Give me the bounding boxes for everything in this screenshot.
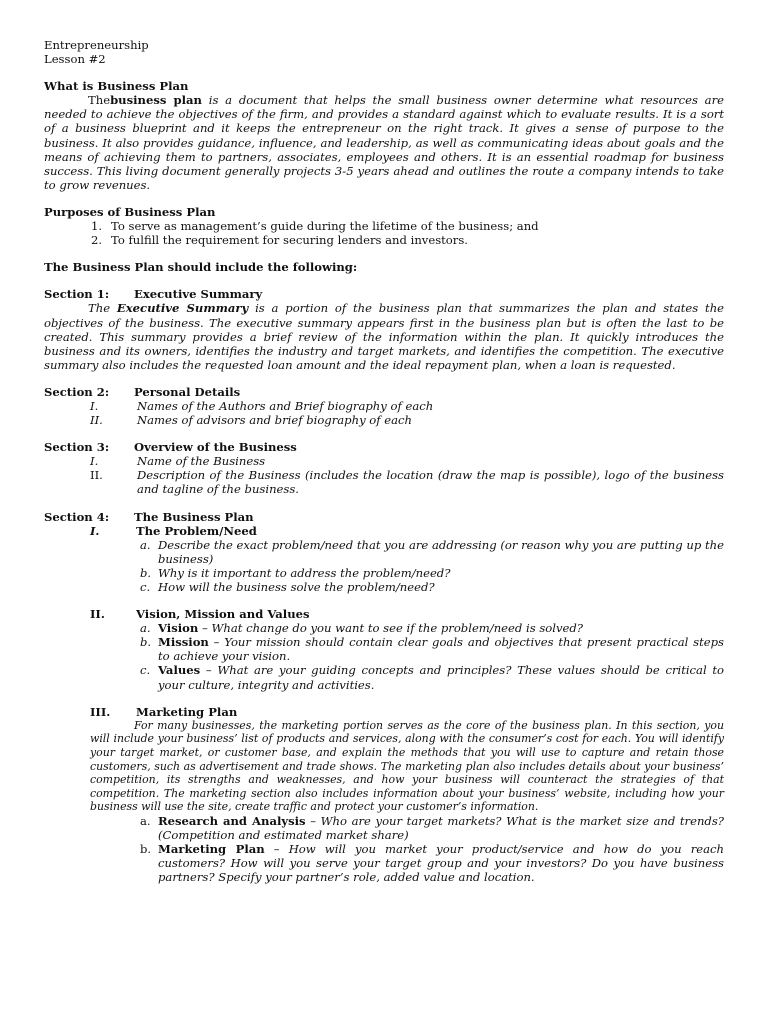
section1-title: Executive Summary bbox=[134, 287, 263, 302]
problem-title: The Problem/Need bbox=[136, 523, 257, 538]
what-is-paragraph bbox=[44, 93, 724, 192]
section3-label: Section 3: bbox=[44, 440, 110, 455]
roman-number: I. bbox=[90, 523, 100, 538]
list-item bbox=[140, 621, 724, 635]
purposes-heading: Purposes of Business Plan bbox=[44, 204, 216, 219]
item-term: Values bbox=[158, 663, 201, 678]
list-text: Why is it important to address the problem/need? bbox=[158, 565, 451, 580]
marketing-heading bbox=[90, 705, 724, 719]
list-letter: b. bbox=[140, 842, 152, 857]
section1-term: Executive Summary bbox=[116, 301, 249, 316]
section1-lead: The bbox=[88, 301, 111, 316]
vision-list bbox=[44, 621, 724, 691]
list-item bbox=[90, 413, 724, 427]
list-item bbox=[91, 219, 724, 233]
list-letter: a. bbox=[140, 621, 151, 636]
list-text: Names of advisors and brief biography of each bbox=[137, 413, 412, 428]
section3-heading bbox=[44, 440, 724, 454]
list-number: II. bbox=[90, 413, 103, 428]
vision-title: Vision, Mission and Values bbox=[136, 607, 310, 622]
section4-label: Section 4: bbox=[44, 509, 110, 524]
list-item bbox=[140, 663, 724, 691]
list-text: To serve as management’s guide during the lifetime of the business; and bbox=[111, 219, 539, 234]
list-text: How will the business solve the problem/need? bbox=[158, 580, 435, 594]
list-letter: c. bbox=[140, 580, 151, 594]
item-text: – Who are your target markets? What is the market size and trends? (Competition and estimated market share) bbox=[158, 813, 724, 842]
vision-heading bbox=[90, 607, 724, 621]
list-letter: a. bbox=[140, 537, 151, 552]
what-is-term: business plan bbox=[110, 93, 202, 108]
section2-heading bbox=[44, 385, 724, 399]
roman-number: II. bbox=[90, 607, 105, 622]
section1-paragraph bbox=[44, 301, 724, 371]
item-term: Research and Analysis bbox=[158, 813, 306, 828]
item-text: – What change do you want to see if the problem/need is solved? bbox=[198, 621, 584, 636]
what-is-heading: What is Business Plan bbox=[44, 79, 189, 94]
list-text: Description of the Business (includes the location (draw the map is possible), logo of the business and tagline of the business. bbox=[137, 468, 724, 497]
list-item bbox=[140, 566, 724, 580]
list-letter: b. bbox=[140, 565, 152, 580]
list-item bbox=[91, 233, 724, 247]
marketing-block bbox=[44, 705, 724, 719]
purposes-list bbox=[44, 219, 724, 247]
include-heading: The Business Plan should include the following: bbox=[44, 260, 358, 275]
list-text: Name of the Business bbox=[137, 454, 266, 469]
section1-heading bbox=[44, 287, 724, 301]
list-number: II. bbox=[90, 468, 103, 483]
item-term: Vision bbox=[158, 621, 199, 636]
section1-body: is a portion of the business plan that summarizes the plan and states the objectives of the business. The executive summary appears first in the business plan but is often the last to be created. This summary provides a brief review of the information within the plan. It quickly introduces the business and its owners, identifies the industry and target markets, and identifies the competition. The executive summary also includes the requested loan amount and the ideal repayment plan, when a loan is requested. bbox=[44, 301, 725, 372]
list-item bbox=[140, 538, 724, 566]
list-item bbox=[140, 635, 724, 663]
item-term: Marketing Plan bbox=[158, 842, 265, 857]
item-text: – Your mission should contain clear goals and objectives that present practical steps to achieve your vision. bbox=[158, 635, 724, 664]
list-item bbox=[140, 580, 724, 594]
list-letter: a. bbox=[140, 813, 151, 828]
section1-label: Section 1: bbox=[44, 287, 110, 302]
marketing-list bbox=[44, 814, 724, 884]
section4-title: The Business Plan bbox=[134, 509, 254, 524]
item-text: – How will you market your product/service and how do you reach customers? How will you serve your target group and your investors? Do you have business partners? Specify your partner’s role, added value and location. bbox=[158, 842, 725, 885]
list-number: 1. bbox=[91, 219, 103, 234]
list-text: Describe the exact problem/need that you are addressing (or reason why you are putting up the business) bbox=[158, 537, 724, 566]
roman-number: III. bbox=[90, 704, 111, 719]
section3-title: Overview of the Business bbox=[134, 440, 297, 455]
document-page bbox=[44, 38, 724, 884]
list-item bbox=[90, 454, 724, 468]
item-text: – What are your guiding concepts and principles? These values should be critical to your culture, integrity and activities. bbox=[158, 663, 724, 692]
list-number: 2. bbox=[91, 233, 103, 248]
list-item bbox=[90, 468, 724, 496]
section2-list bbox=[44, 399, 724, 427]
list-item bbox=[140, 842, 724, 884]
section2-label: Section 2: bbox=[44, 384, 110, 399]
item-term: Mission bbox=[158, 635, 209, 650]
vision-block bbox=[44, 607, 724, 621]
section4-heading bbox=[44, 510, 724, 524]
list-text: Names of the Authors and Brief biography of each bbox=[137, 398, 434, 413]
problem-heading bbox=[90, 524, 724, 538]
list-number: I. bbox=[90, 454, 99, 469]
problem-block bbox=[44, 524, 724, 538]
list-text: To fulfill the requirement for securing lenders and investors. bbox=[111, 233, 468, 248]
section2-title: Personal Details bbox=[134, 384, 241, 399]
list-item bbox=[140, 814, 724, 842]
lesson-label: Lesson #2 bbox=[44, 52, 106, 67]
list-letter: b. bbox=[140, 635, 152, 650]
marketing-paragraph: For many businesses, the marketing portion serves as the core of the business plan. In this section, you will include your business’ list of products and services, along with the consumer’s cost for each. You will identify your target market, or customer base, and explain the methods that you will use to capture and retain those customers, such as advertisement and trade shows. The marketing plan also includes details about your business’ competition, its strengths and weaknesses, and how your business will counteract the strategies of that competition. The marketing section also includes information about your business’ website, including how your business will use the site, create traffic and protect your customer’s information. bbox=[90, 718, 724, 814]
list-number: I. bbox=[90, 398, 99, 413]
marketing-title: Marketing Plan bbox=[136, 704, 238, 719]
subject-title: Entrepreneurship bbox=[44, 38, 149, 52]
list-item bbox=[90, 399, 724, 413]
what-is-lead: The bbox=[88, 93, 111, 108]
what-is-body: is a document that helps the small business owner determine what resources are needed to achieve the objectives of the firm, and provides a standard against which to evaluate results. It is a sort of a business blueprint and it keeps the entrepreneur on the right track. It gives a sense of purpose to the business. It also provides guidance, influence, and leadership, as well as communicating ideas about goals and the means of achieving them to partners, associates, employees and others. It is an essential roadmap for business success. This living document generally projects 3-5 years ahead and outlines the route a company intends to take to grow revenues. bbox=[44, 93, 724, 192]
problem-list bbox=[44, 538, 724, 594]
list-letter: c. bbox=[140, 663, 151, 678]
section3-list bbox=[44, 454, 724, 496]
